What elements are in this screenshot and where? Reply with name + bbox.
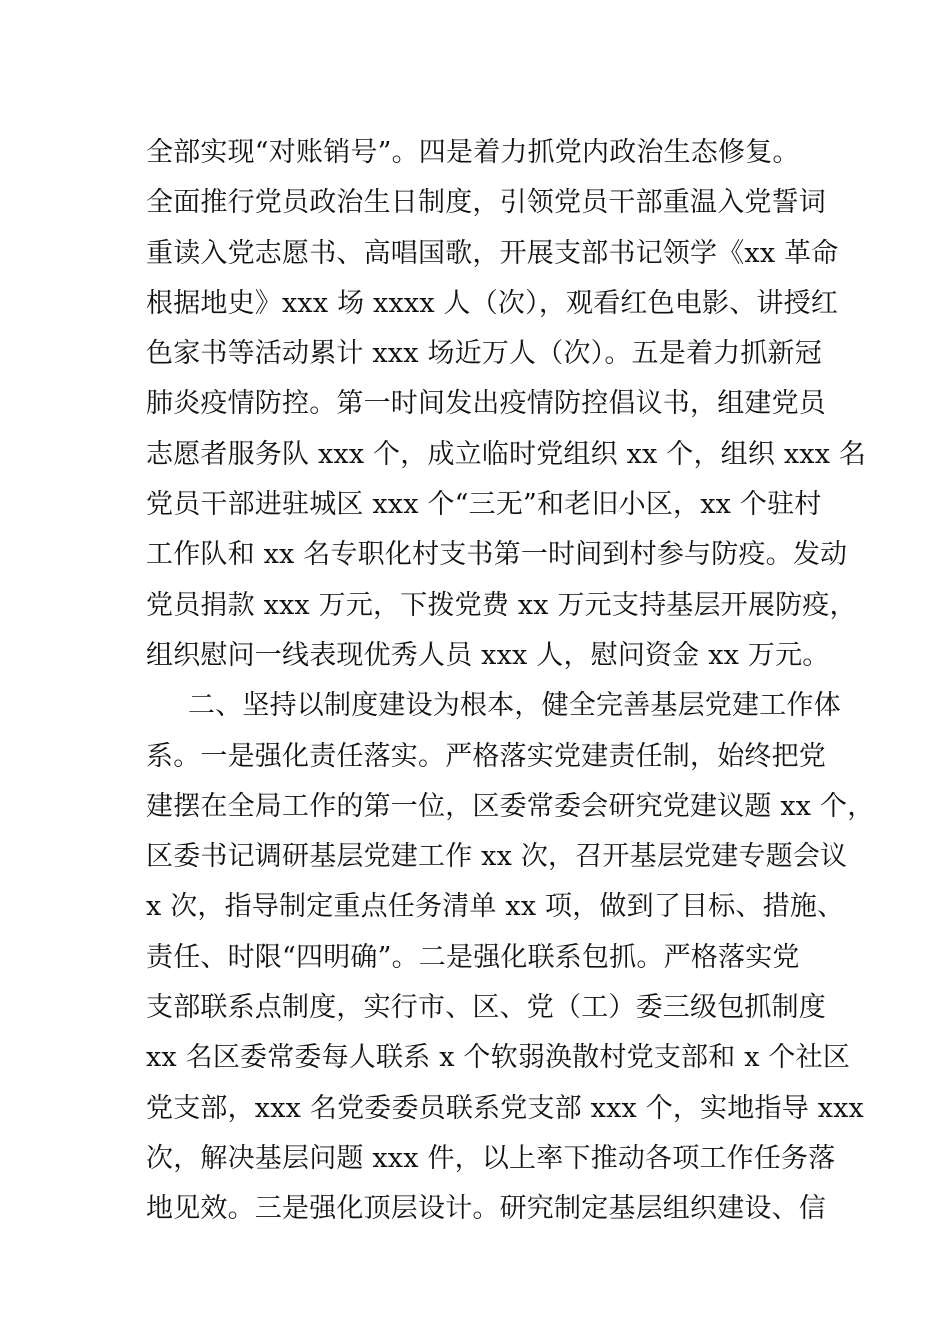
text-line: 重读入党志愿书、高唱国歌，开展支部书记领学《xx 革命 [146, 237, 839, 269]
text-line: 党支部，xxx 名党委委员联系党支部 xxx 个，实地指导 xxx [146, 1092, 864, 1124]
text-line: 全部实现“对账销号”。四是着力抓党内政治生态修复。 [146, 137, 800, 168]
text-line: 系。一是强化责任落实。严格落实党建责任制，始终把党 [146, 740, 826, 772]
text-line: xx 名区委常委每人联系 x 个软弱涣散村党支部和 x 个社区 [146, 1042, 851, 1074]
text-line: 党员干部进驻城区 xxx 个“三无”和老旧小区，xx 个驻村 [146, 489, 822, 521]
text-line: 责任、时限“四明确”。二是强化联系包抓。严格落实党 [146, 941, 800, 973]
text-line: 次，解决基层问题 xxx 件，以上率下推动各项工作任务落 [146, 1142, 836, 1174]
text-line: 全面推行党员政治生日制度，引领党员干部重温入党誓词 [146, 187, 826, 219]
text-line: 根据地史》xxx 场 xxxx 人（次），观看红色电影、讲授红 [146, 287, 839, 319]
text-line: 肺炎疫情防控。第一时间发出疫情防控倡议书，组建党员 [146, 388, 826, 420]
text-line: 工作队和 xx 名专职化村支书第一时间到村参与防疫。发动 [146, 539, 848, 571]
text-line: 志愿者服务队 xxx 个，成立临时党组织 xx 个，组织 xxx 名 [146, 438, 867, 470]
text-line: 组织慰问一线表现优秀人员 xxx 人，慰问资金 xx 万元。 [146, 639, 830, 671]
text-line: 建摆在全局工作的第一位，区委常委会研究党建议题 xx 个， [146, 790, 875, 822]
text-line: 区委书记调研基层党建工作 xx 次，召开基层党建专题会议 [146, 841, 848, 873]
text-line: 色家书等活动累计 xxx 场近万人（次）。五是着力抓新冠 [146, 338, 822, 370]
text-line: 地见效。三是强化顶层设计。研究制定基层组织建设、信 [146, 1193, 826, 1225]
body-text [146, 128, 875, 1235]
section-heading-line: 二、坚持以制度建设为根本，健全完善基层党建工作体 [188, 690, 841, 722]
text-line: x 次，指导制定重点任务清单 xx 项，做到了目标、措施、 [146, 891, 845, 923]
text-line: 党员捐款 xxx 万元，下拨党费 xx 万元支持基层开展防疫， [146, 589, 857, 621]
text-line: 支部联系点制度，实行市、区、党（工）委三级包抓制度 [146, 992, 826, 1024]
